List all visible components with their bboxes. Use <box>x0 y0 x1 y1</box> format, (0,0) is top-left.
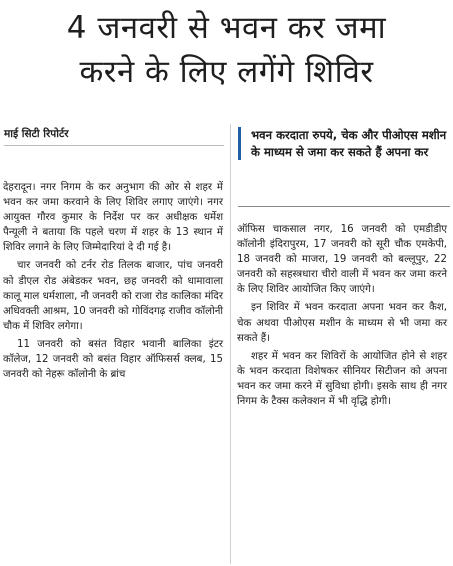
left-paragraph-3: 11 जनवरी को बसंत विहार भवानी बालिका इंटर कॉलेज, 12 जनवरी को बसंत विहार ऑफिसर्स क्लब, 15 जनवरी को नेहरू कॉलोनी के ब्रांच <box>3 338 223 381</box>
callout-divider <box>238 206 450 207</box>
left-column <box>3 180 223 385</box>
left-paragraph-1: देहरादून। नगर निगम के कर अनुभाग की ओर से शहर में भवन कर जमा करवाने के लिए शिविर लगाए जाएंगे। नगर आयुक्त गौरव कुमार के निर्देश पर कर अधीक्षक धर्मेश पैन्यूली ने बताया कि पहले चरण में शहर के 13 स्थान में शिविर लगाने के लिए जिम्मेदारियां दे दी गई है। <box>3 182 223 254</box>
byline-divider <box>4 145 224 146</box>
byline: माई सिटी रिपोर्टर <box>4 128 69 140</box>
headline-line-2: करने के लिए लगेंगे शिविर <box>79 54 374 90</box>
right-paragraph-2: इन शिविर में भवन करदाता अपना भवन कर कैश, चेक अथवा पीओएस मशीन के माध्यम से भी जमा कर सकते हैं। <box>237 302 447 344</box>
callout-box: भवन करदाता रुपये, चेक और पीओएस मशीन के माध्यम से जमा कर सकते हैं अपना कर <box>238 127 448 160</box>
right-paragraph-3: शहर में भवन कर शिविरों के आयोजित होने से शहर के भवन करदाता विशेषकर सीनियर सिटीजन को अपना भवन कर जमा करने में सुविधा होगी। इसके साथ ही नगर निगम के टैक्स कलेक्शन में भी वृद्धि होगी। <box>237 350 447 408</box>
left-paragraph-2: चार जनवरी को टर्नर रोड तिलक बाजार, पांच जनवरी को डीएल रोड अंबेडकर भवन, छह जनवरी को धामावाला कालू माल धर्मशाला, नौ जनवरी को राजा रोड कालिका मंदिर अधिवक्ती आश्रम, 10 जनवरी को गोविंदगढ़ राजीव कॉलोनी चौक में शिविर लगेगा। <box>3 260 223 332</box>
headline-line-1: 4 जनवरी से भवन कर जमा <box>66 10 387 46</box>
headline <box>0 6 453 94</box>
right-column <box>237 222 447 412</box>
right-paragraph-1: ऑफिस चाकसाल नगर, 16 जनवरी को एमडीडीए कॉलोनी इंदिरापुरम, 17 जनवरी को सूरी चौक एमकेपी, 18 जनवरी को माजरा, 19 जनवरी को बल्लूपुर, 22 जनवरी को सहस्त्रधारा चीरो वाली में भवन कर जमा करने के लिए शिविर आयोजित किए जाएंगे। <box>237 224 447 296</box>
column-divider <box>230 124 231 564</box>
